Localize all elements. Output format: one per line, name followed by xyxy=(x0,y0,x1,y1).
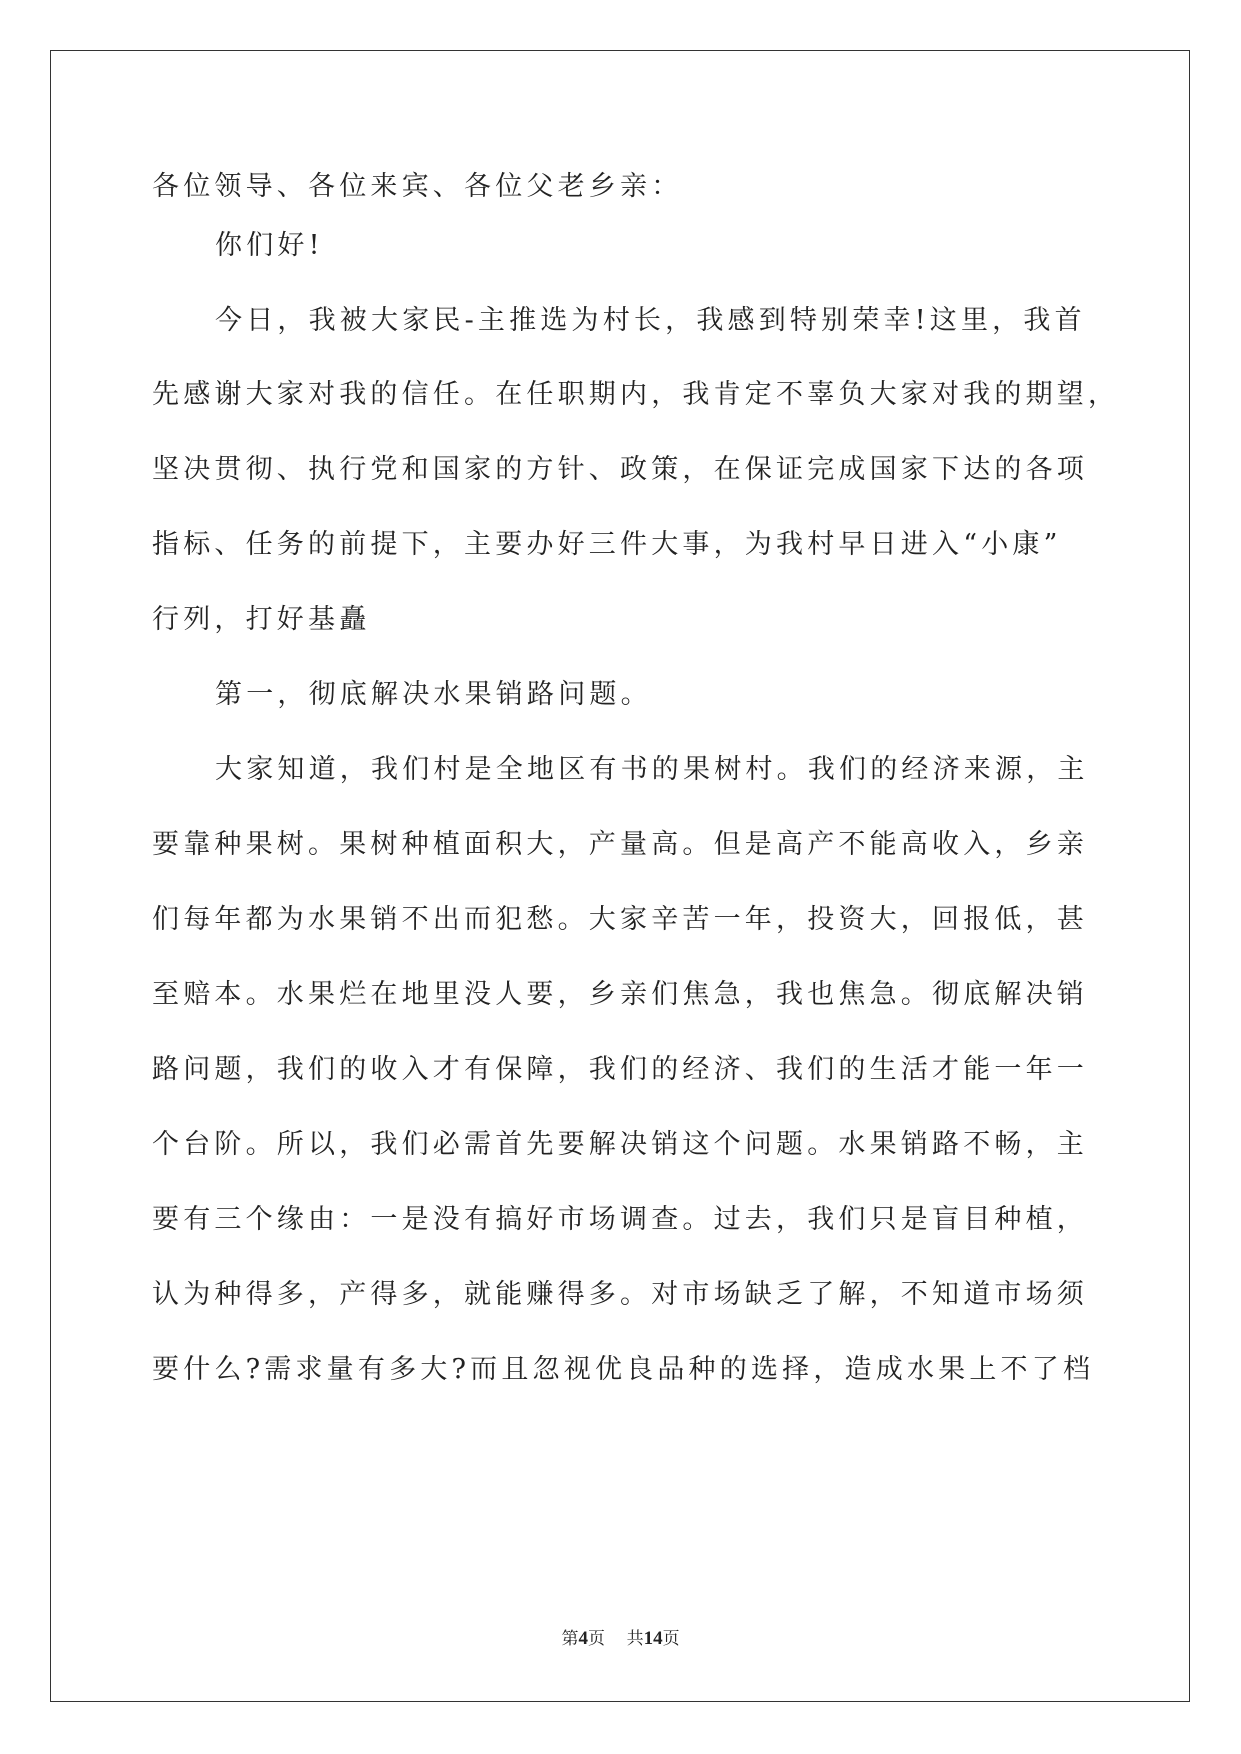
total-suffix: 页 xyxy=(662,1629,680,1649)
text-line: 路问题，我们的收入才有保障，我们的经济、我们的生活才能一年一 xyxy=(152,1054,1088,1085)
salutation-line: 各位领导、各位来宾、各位父老乡亲： xyxy=(152,171,683,202)
total-prefix: 共 xyxy=(626,1629,644,1649)
text-line: 指标、任务的前提下，主要办好三件大事，为我村早日进入“小康” xyxy=(152,529,1062,560)
greeting-line: 你们好! xyxy=(215,230,324,261)
text-line: 大家知道，我们村是全地区有书的果树村。我们的经济来源，主 xyxy=(215,754,1089,785)
text-line: 今日，我被大家民-主推选为村长，我感到特别荣幸!这里，我首 xyxy=(215,305,1086,336)
text-line: 要靠种果树。果树种植面积大，产量高。但是高产不能高收入，乡亲 xyxy=(152,829,1088,860)
page-prefix: 第 xyxy=(561,1629,579,1649)
section-heading-line: 第一，彻底解决水果销路问题。 xyxy=(215,679,652,710)
text-line: 要有三个缘由：一是没有搞好市场调查。过去，我们只是盲目种植， xyxy=(152,1204,1088,1235)
text-line: 们每年都为水果销不出而犯愁。大家辛苦一年，投资大，回报低，甚 xyxy=(152,904,1088,935)
text-line: 个台阶。所以，我们必需首先要解决销这个问题。水果销路不畅，主 xyxy=(152,1129,1088,1160)
page-suffix: 页 xyxy=(587,1629,605,1649)
text-line: 行列，打好基矗 xyxy=(152,604,371,635)
page-footer xyxy=(0,1624,1241,1650)
text-line: 要什么?需求量有多大?而且忽视优良品种的选择，造成水果上不了档 xyxy=(152,1354,1095,1385)
total-pages: 14 xyxy=(643,1628,663,1649)
text-line: 认为种得多，产得多，就能赚得多。对市场缺乏了解，不知道市场须 xyxy=(152,1279,1088,1310)
text-line: 至赔本。水果烂在地里没人要，乡亲们焦急，我也焦急。彻底解决销 xyxy=(152,979,1088,1010)
page-number: 4 xyxy=(578,1628,588,1649)
text-line: 坚决贯彻、执行党和国家的方针、政策，在保证完成国家下达的各项 xyxy=(152,454,1088,485)
text-line: 先感谢大家对我的信任。在任职期内，我肯定不辜负大家对我的期望， xyxy=(152,379,1120,410)
